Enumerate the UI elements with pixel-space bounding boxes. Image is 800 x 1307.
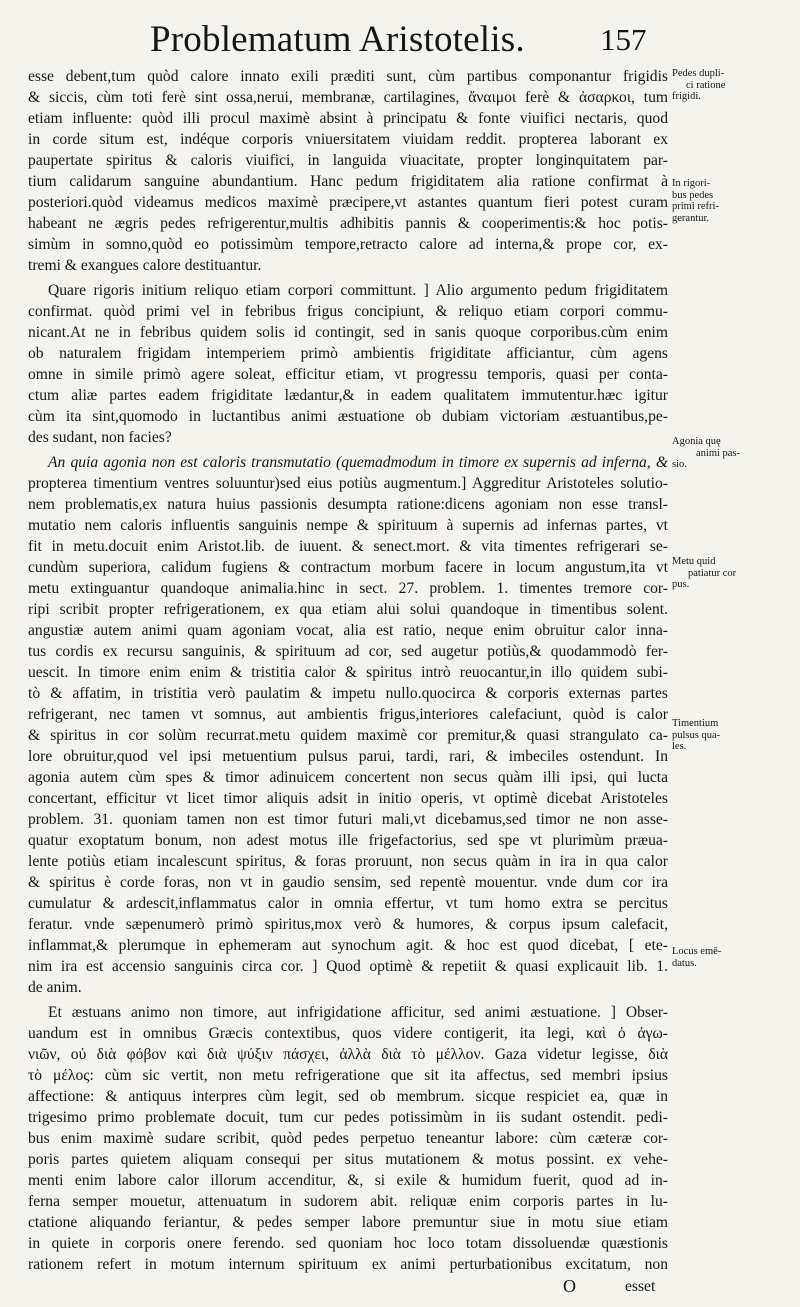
page-number: 157 bbox=[600, 22, 647, 57]
text-line: ctatione aliquando feriantur, & pedes semper labore premuntur siue in motu siue etiam bbox=[28, 1214, 668, 1231]
text-line: nim ira est accensio sanguinis circa cor. ] Quod optimè & repetiit & quasi explicauit lib. 1. bbox=[28, 958, 668, 975]
text-line: tus cordis ex recursu sanguinis, & spirituum ad cor, sed augetur potiùs,& quodammodò fer- bbox=[28, 643, 668, 660]
text-line: habeant ne ægris pedes refrigerentur,multis adhibitis pannis & cooperimentis:& hoc potis- bbox=[28, 215, 668, 232]
text-line: & spiritus in cor solùm recurrat.metu quidem maximè cor premitur,& quasi strangulato ca- bbox=[28, 727, 668, 744]
text-line: ripi scribit propter refrigerationem, ex qua etiam alui solui quandoque in timentibus solent. bbox=[28, 601, 668, 618]
text-line: affectione: & antiquus interpres cùm legit, sed ob membrum. sicque respiciet ea, quæ in bbox=[28, 1088, 668, 1105]
text-line: ferna semper mouetur, attenuatum in sudorem abit. reliquæ enim corporis partes in lu- bbox=[28, 1193, 668, 1210]
margin-note-line: Locus emē- bbox=[672, 946, 722, 957]
text-line: concertant, efficitur vt licet timor aliquis adsit in initio operis, vt optimè dicebat Aristoteles bbox=[28, 790, 668, 807]
margin-note-line: les. bbox=[672, 741, 687, 752]
margin-note-line: Agonia quę bbox=[672, 436, 721, 447]
text-line: feratur. vnde sæpenumerò primò spiritus,mox verò & humores, & corpus ipsum calefacit, bbox=[28, 916, 668, 933]
text-line: quatur exoptatum bonum, non adest motus ille frigefactorius, sed spe vt plurimùm præua- bbox=[28, 832, 668, 849]
text-line: τὸ μέλος: cùm sic vertit, non metu refrigeratione que sit ita affectus, sed membri ipsius bbox=[28, 1067, 668, 1084]
text-line: νιῶν, οὐ διὰ φόβον καὶ διὰ ψύξιν πάσχει, ἀλλὰ διὰ τὸ μέλλον. Gaza videtur legisse, διὰ bbox=[28, 1046, 668, 1063]
text-line: Et æstuans animo non timore, aut infrigidatione afficitur, sed animi æstuatione. ] Obser- bbox=[48, 1004, 668, 1021]
text-line: in corde situm est, indéque corporis vniuersitatem viuidam reddit. propterea laborant ex bbox=[28, 131, 668, 148]
text-line: fit in metu.docuit enim Aristot.lib. de iuuent. & senect.mort. & vita timentes refrigerari se- bbox=[28, 538, 668, 555]
margin-note-line: patiatur cor bbox=[688, 567, 737, 579]
margin-note-line: In rigori- bbox=[672, 178, 711, 189]
text-line: & spiritus è corde foras, non vt in gaudio sensim, sed repentè mouentur. vnde dum cor ira bbox=[28, 874, 668, 891]
text-line: & siccis, cùm toti ferè sint ossa,nerui, membranæ, cartilagines, ἄναιμοι ferè & ἀσαρκοι, tum bbox=[28, 89, 668, 106]
text-line: mutatio nem caloris influentis sanguinis nempe & spirituum à supernis ad infernas partes, vt bbox=[28, 517, 668, 534]
margin-note-line: pulsus qua- bbox=[672, 729, 721, 741]
signature-mark: O bbox=[563, 1276, 576, 1296]
margin-note bbox=[672, 718, 798, 753]
text-line: trigesimo primo problemate docuit, tum cur pedes potissimùm in iis sudant ostendit. pedi- bbox=[28, 1109, 668, 1126]
text-line: etiam influente: quòd illi procul maximè absint à principatu & fonte viuifici nectaris, quod bbox=[28, 110, 668, 127]
margin-note-line: sio. bbox=[672, 459, 687, 470]
text-line: ctum aliæ partes eadem frigiditate lædantur,& in eadem qualitatem immutentur.hæc igitur bbox=[28, 387, 668, 404]
margin-note bbox=[672, 946, 798, 969]
text-column bbox=[28, 66, 668, 1296]
text-line: tò & affatim, in tristitia verò paulatim & impetu nullo.quocirca & corporis externas partes bbox=[28, 685, 668, 702]
text-line: lore obruitur,quod vel ipsi metuentium pulsus parui, tardi, rari, & imbeciles ostendunt. In bbox=[28, 748, 668, 765]
text-line: poris partes quietem aliquam consequi per situs mutationem & motus possint. ex vehe- bbox=[28, 1151, 668, 1168]
margin-note-line: gerantur. bbox=[672, 212, 710, 224]
margin-note-line: Timentium bbox=[672, 718, 719, 729]
text-line: nicant.At ne in febribus quidem solis id contingit, sed in sanis quoque corporibus.cùm enim bbox=[28, 324, 668, 341]
text-line: Quare rigoris initium reliquo etiam corpori committunt. ] Alio argumento pedum frigiditatem bbox=[48, 282, 668, 299]
text-line: inflammat,& plerumque in ephemeram aut synochum agit. & hoc est quod dicebat, [ ete- bbox=[28, 937, 668, 954]
text-line: ob naturalem frigidam intemperiem primò ambientis frigiditate afficiantur, cùm agens bbox=[28, 345, 668, 362]
text-line: cùm ita sint,quomodo in luctantibus animi æstuatione ob dubiam victoriam æstuantibus,pe- bbox=[28, 408, 668, 425]
text-line: tremi & exangues calore destituantur. bbox=[28, 257, 262, 274]
text-line: de anim. bbox=[28, 979, 82, 996]
text-line: bus enim maximè sudare scribit, quòd pedes perpetuo teneantur labore: cùm cæteræ cor- bbox=[28, 1130, 668, 1147]
margin-note bbox=[672, 436, 798, 471]
text-line: propterea timentium ventres soluuntur)sed eius potiùs augmentum.] Aggreditur Aristoteles solutio- bbox=[28, 475, 668, 492]
text-line: problem. 31. quoniam tamen non est timor futuri mali,vt dicebamus,sed timor ne non asse- bbox=[28, 811, 668, 828]
page-footer bbox=[28, 1276, 668, 1297]
margin-note-line: primi refri- bbox=[672, 201, 719, 212]
text-line: in quiete in corporis onere ferendo. sed quoniam hoc loco totam dissoluendæ quæstionis bbox=[28, 1235, 668, 1252]
text-line: omne in simile primò agere soleat, efficitur etiam, vt progressu temporis, quasi per conta- bbox=[28, 366, 668, 383]
text-lines bbox=[28, 66, 668, 1275]
text-line: simùm in somno,quòd eo potissimùm tempore,retracto calore ad interna,& prope cor, ex- bbox=[28, 236, 668, 253]
running-title: Problematum Aristotelis. bbox=[150, 19, 525, 60]
catchword: esset bbox=[625, 1278, 656, 1295]
text-line: tium calidarum sanguine abundantium. Hanc pedum frigiditatem alia ratione confirmat à bbox=[28, 173, 668, 190]
text-line: lente potiùs etiam incalescunt spiritus, & foras proruunt, non secus quàm in ira in qua calor bbox=[28, 853, 668, 870]
text-line: confirmat. quòd primi vel in febribus frigus concipiunt, & reliquo etiam corpori commu- bbox=[28, 303, 668, 320]
text-line: An quia agonia non est caloris transmutatio (quemadmodum in timore ex supernis ad inferna, & bbox=[48, 454, 668, 471]
text-line: paupertate spiritus & caloris viuifici, in languida viuacitate, propter longinquitatem par- bbox=[28, 152, 668, 169]
text-line: uescit. In timore enim enim & tristitia calor & spiritus intrò reuocantur,in illo quidem subi- bbox=[28, 664, 668, 681]
text-line: esse debent,tum quòd calore innato exili præditi sunt, cùm partibus componantur frigidis bbox=[28, 68, 668, 85]
margin-note-line: datus. bbox=[672, 957, 697, 969]
text-line: metu extinguantur quandoque animalia.hinc in sect. 27. problem. 1. timentes tremore cor- bbox=[28, 580, 668, 597]
text-line: angustiæ autem animi quam agoniam vocat, alia est ratio, neque enim obruitur calor inna- bbox=[28, 622, 668, 639]
text-line: refrigerant, nec tamen vt somnus, aut ambientis frigus,interiores calefaciunt, quòd is calor bbox=[28, 706, 668, 723]
text-line: agonia autem cùm spes & timor adinuicem concertent non secus quàm illi ipsi, qui lucta bbox=[28, 769, 668, 786]
margin-note-line: ci ratione bbox=[686, 79, 726, 91]
margin-note bbox=[672, 178, 798, 224]
margin-note-line: bus pedes bbox=[672, 189, 714, 201]
text-line: posteriori.quòd videamus medicos maximè præcipere,vt astantes quantum fieri potest curam bbox=[28, 194, 668, 211]
text-line: menti enim labore calor illorum accenditur, &, si exile & humidum fuerit, quod ad in- bbox=[28, 1172, 668, 1189]
margin-note bbox=[672, 556, 798, 591]
margin-note-line: Pedes dupli- bbox=[672, 68, 725, 79]
text-line: rationem refert in motum internum spirituum ex animi perturbationibus excitatum, non bbox=[28, 1256, 668, 1273]
text-line: uandum est in omnibus Græcis contextibus, quos videre contigerit, ita legi, καὶ ὁ ἀγω- bbox=[28, 1025, 668, 1042]
text-line: nem problematis,ex natura huius passionis desumpta ratione:dicens agoniam non esse transl- bbox=[28, 496, 668, 513]
text-line: cundùm superiora, calidum fugiens & contractum morbum facere in locum angustum,ita vt bbox=[28, 559, 668, 576]
text-line: cumulatur & ardescit,inflammatus calor in omnia effertur, vt tum homo extra se percitus bbox=[28, 895, 668, 912]
text-line: des sudant, non facies? bbox=[28, 429, 172, 446]
margin-note bbox=[672, 68, 798, 103]
margin-note-line: frigidi. bbox=[672, 91, 701, 102]
margin-note-line: pus. bbox=[672, 579, 690, 590]
margin-note-line: animi pas- bbox=[696, 447, 741, 459]
margin-note-line: Metu quid bbox=[672, 556, 716, 567]
